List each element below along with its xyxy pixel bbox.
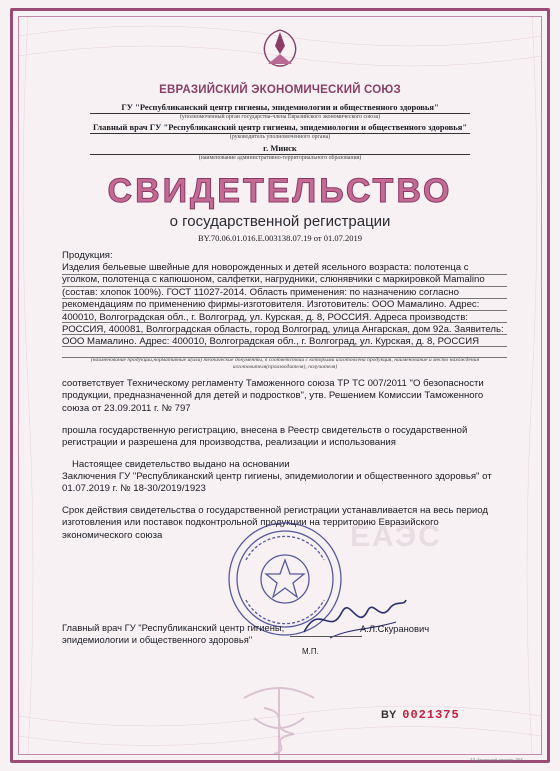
authority-name: ГУ "Республиканский центр гигиены, эпидемиологии и общественного здоровья" — [121, 102, 439, 112]
registration-number: BY.70.06.01.016.E.003138.07.19 от 01.07.2019 — [197, 233, 362, 243]
serial-digits: 0021375 — [402, 708, 460, 722]
registration-text: прошла государственную регистрацию, внесена в Реестр свидетельств о государственной регистрации и разрешена для производства, реализации и использования — [62, 425, 468, 449]
product-line — [62, 298, 507, 299]
product-caption: (наименование продукции,нормативные и(или) технические документы, в соответствии с которыми изготовлена продукция, наименование и место нахождения изготовителя(производителя), получателя) — [90, 357, 480, 370]
watermark: ЕАЭС — [350, 520, 442, 553]
document-title: СВИДЕТЕЛЬСТВО — [107, 172, 453, 210]
serial-number — [381, 708, 460, 722]
conclusion-text: Заключения ГУ "Республиканский центр гигиены, эпидемиологии и общественного здоровья" от 01.07.2019 г. № 18-30/2019/1923 — [62, 471, 492, 495]
authority-caption: (уполномоченный орган государства-члена Евразийского экономического союза) — [179, 114, 381, 120]
product-line — [62, 322, 507, 323]
country-code: BY — [381, 709, 397, 721]
union-name: ЕВРАЗИЙСКИЙ ЭКОНОМИЧЕСКИЙ СОЮЗ — [159, 84, 401, 96]
product-line — [62, 346, 507, 347]
medical-emblem-icon — [234, 678, 324, 764]
city-caption: (наименование административно-территориального образования) — [198, 155, 362, 161]
eaeu-logo-icon — [248, 24, 312, 78]
printer-microtext: ЛЛ «Белорусский документ» 2018 — [470, 758, 523, 762]
validity-text: Срок действия свидетельства о государственной регистрации устанавливается на весь период изготовления или поставок подконтрольной продукции на территорию Евразийского экономического союза — [62, 505, 489, 541]
product-line — [62, 334, 507, 335]
city-name: г. Минск — [263, 143, 297, 153]
head-name: Главный врач ГУ "Республиканский центр гигиены, эпидемиологии и общественного здоровья" — [92, 122, 468, 132]
product-line — [62, 274, 507, 275]
document-subtitle: о государственной регистрации — [169, 213, 391, 230]
issued-basis: Настоящее свидетельство выдано на основании — [72, 459, 290, 470]
stamp-place-label: М.П. — [302, 647, 319, 656]
signer-position: Главный врач ГУ "Республиканский центр гигиены, эпидемиологии и общественного здоровья" — [62, 622, 285, 646]
product-line — [62, 310, 507, 311]
signature-line — [290, 636, 362, 637]
head-caption: (руководитель уполномоченного органа) — [229, 134, 331, 140]
product-line — [62, 286, 507, 287]
signer-name: А.Л.Скуранович — [360, 623, 430, 634]
product-description: Изделия бельевые швейные для новорожденных и детей ясельного возраста: полотенца с уголком, полотенца с капюшоном, салфетки, нагрудники, слюнявчики с маркировкой Mamalino (состав: хлопок 100%). ГОСТ 11027-2014. Область применения: по назначению согласно рекомендациям по применению фирмы-изготовителя. Изготовитель: ООО Мамалино. Адрес: 400010, Волгоградская обл., г. Волгоград, ул. Курская, д. 8, РОССИЯ. Адреса производств: РОССИЯ, 400081, Волгоградская область, город Волгоград, улица Ангарская, дом 92а. Заявитель: ООО Мамалино. Адрес: 400010, Волгоградская обл., г. Волгоград, ул. Курская, д. 8, РОССИЯ — [62, 262, 504, 348]
product-label: Продукция: — [62, 250, 113, 261]
conformity-text: соответствует Техническому регламенту Таможенного союза ТР ТС 007/2011 "О безопасности продукции, предназначенной для детей и подростков", утв. Решением Комиссии Таможенного союза от 23.09.2011 г. № 797 — [62, 378, 484, 414]
